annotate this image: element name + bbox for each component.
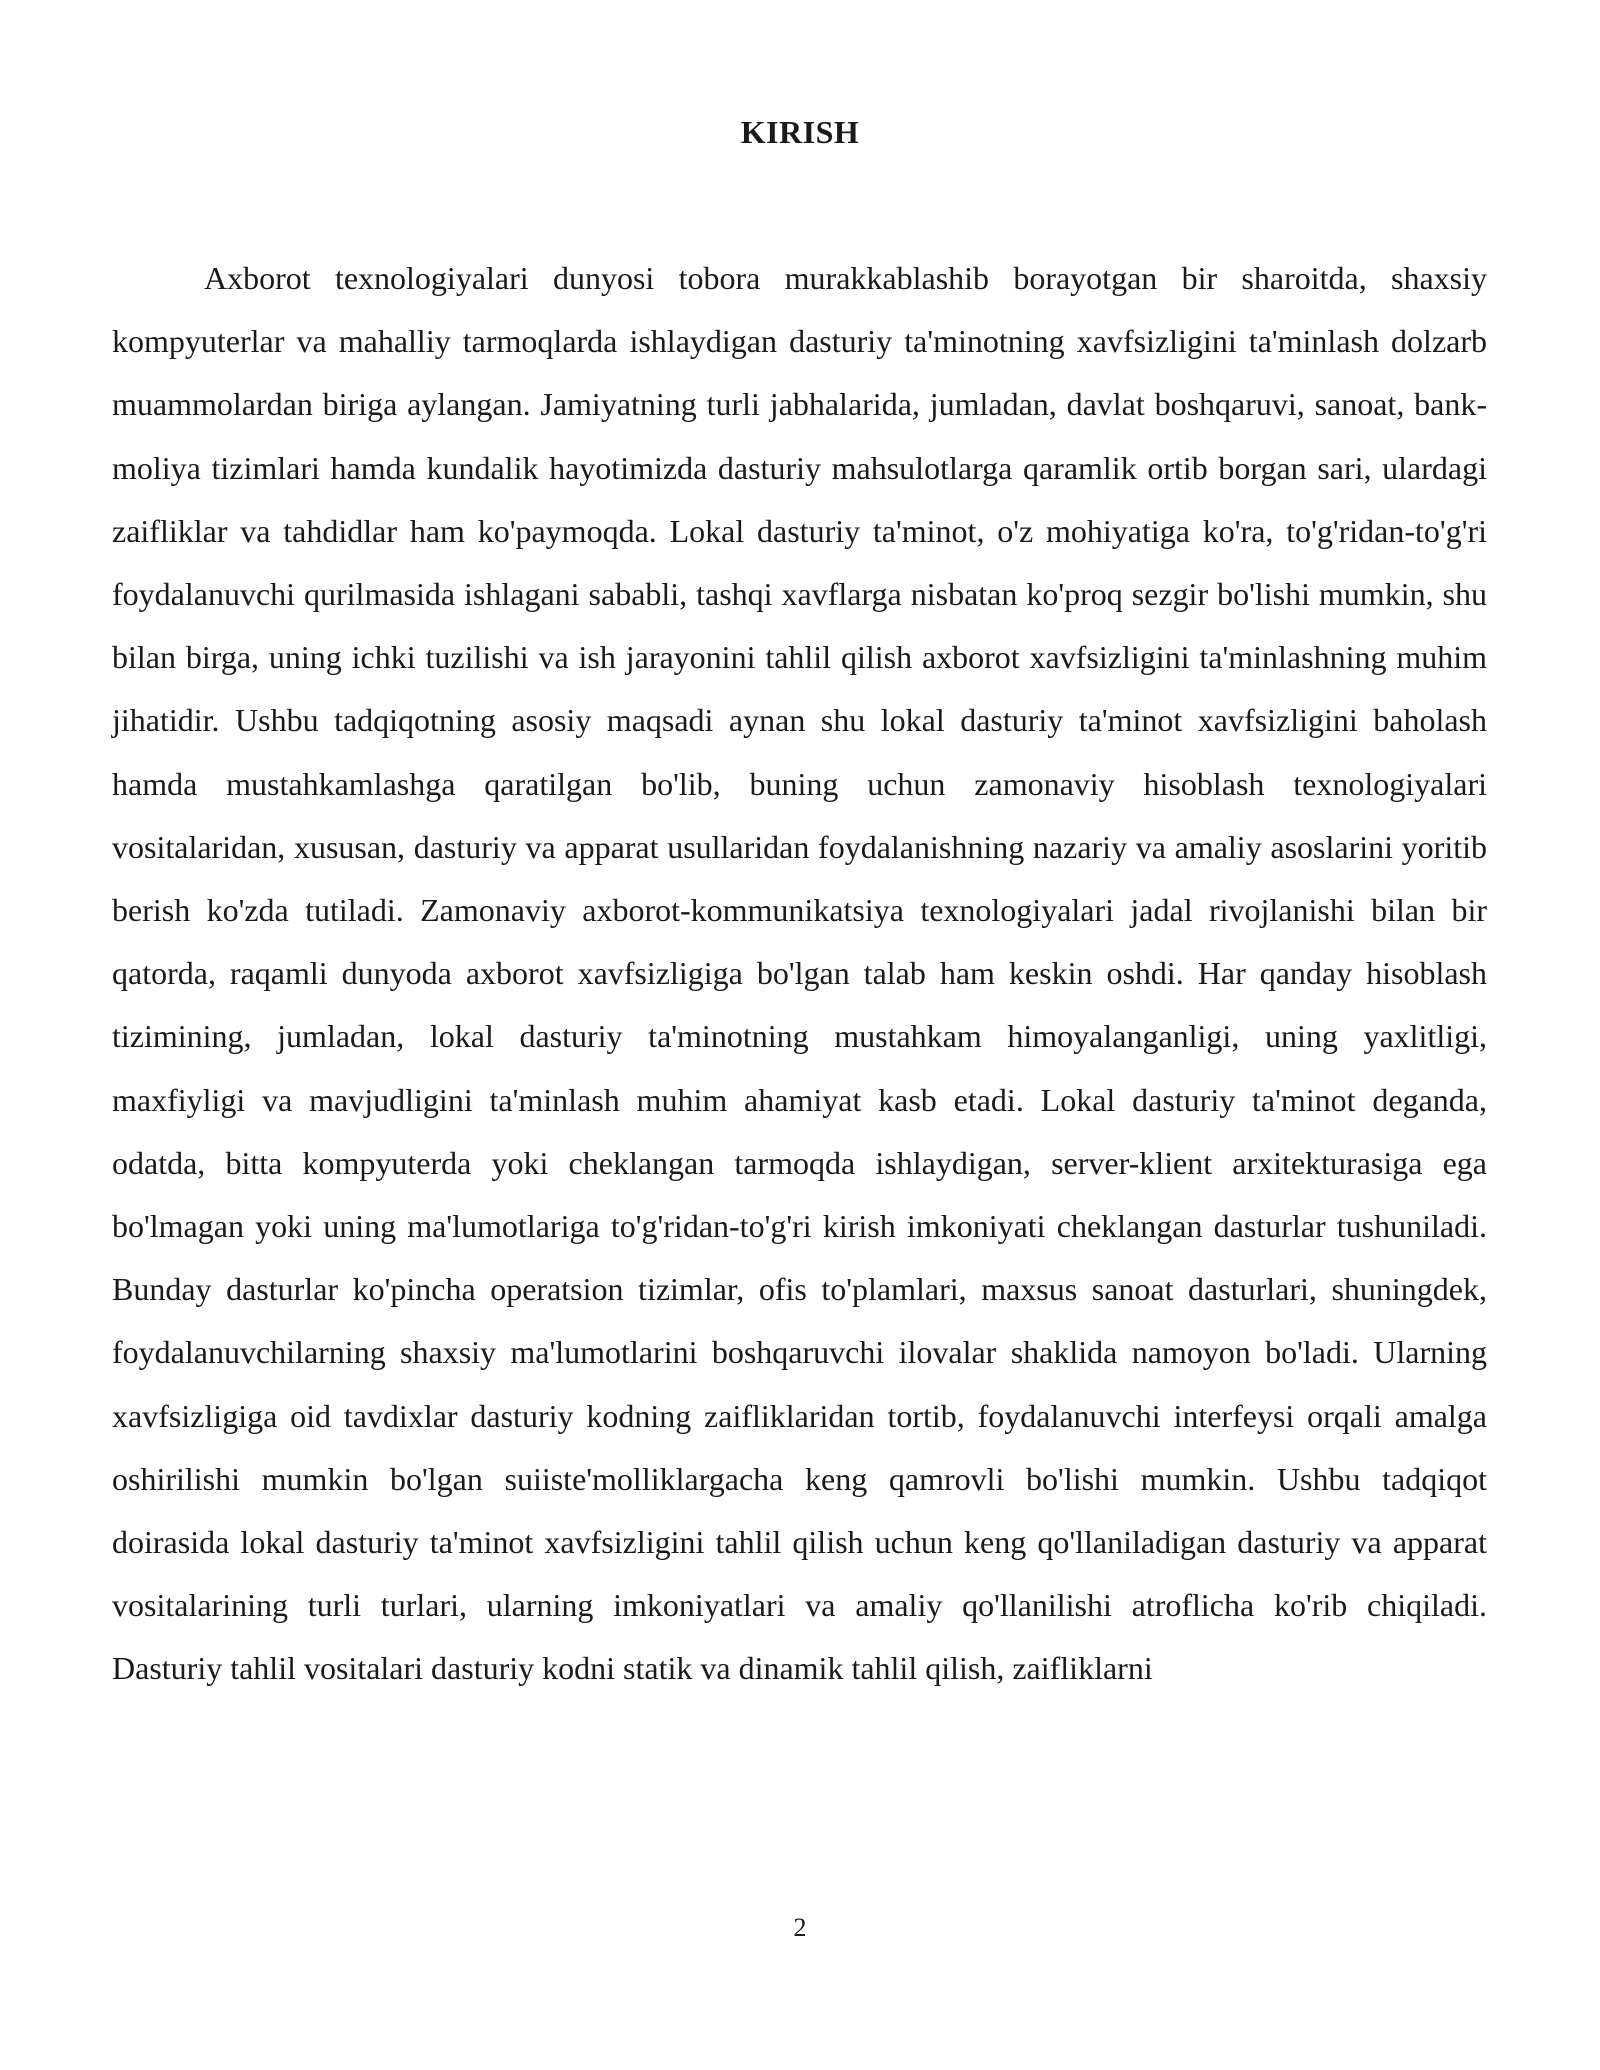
section-heading: KIRISH — [740, 114, 860, 150]
body-paragraph: Axborot texnologiyalari dunyosi tobora murakkablashib borayotgan bir sharoitda, shaxsiy kompyuterlar va mahalliy tarmoqlarda ishlaydigan dasturiy ta'minotning xavfsizligini ta'minlash dolzarb muammolardan biriga aylangan. Jamiyatning turli jabhalarida, jumladan, davlat boshqaruvi, sanoat, bank-moliya tizimlari hamda kundalik hayotimizda dasturiy mahsulotlarga qaramlik ortib borgan sari, ulardagi zaifliklar va tahdidlar ham ko'paymoqda. Lokal dasturiy ta'minot, o'z mohiyatiga ko'ra, to'g'ridan-to'g'ri foydalanuvchi qurilmasida ishlagani sababli, tashqi xavflarga nisbatan ko'proq sezgir bo'lishi mumkin, shu bilan birga, uning ichki tuzilishi va ish jarayonini tahlil qilish axborot xavfsizligini ta'minlashning muhim jihatidir. Ushbu tadqiqotning asosiy maqsadi aynan shu lokal dasturiy ta'minot xavfsizligini baholash hamda mustahkamlashga qaratilgan bo'lib, buning uchun zamonaviy hisoblash texnologiyalari vositalaridan, xususan, dasturiy va apparat usullaridan foydalanishning nazariy va amaliy asoslarini yoritib berish ko'zda tutiladi. Zamonaviy axborot-kommunikatsiya texnologiyalari jadal rivojlanishi bilan bir qatorda, raqamli dunyoda axborot xavfsizligiga bo'lgan talab ham keskin oshdi. Har qanday hisoblash tizimining, jumladan, lokal dasturiy ta'minotning mustahkam himoyalanganligi, uning yaxlitligi, maxfiyligi va mavjudligini ta'minlash muhim ahamiyat kasb etadi. Lokal dasturiy ta'minot deganda, odatda, bitta kompyuterda yoki cheklangan tarmoqda ishlaydigan, server-klient arxitekturasiga ega bo'lmagan yoki uning ma'lumotlariga to'g'ridan-to'g'ri kirish imkoniyati cheklangan dasturlar tushuniladi. Bunday dasturlar ko'pincha operatsion tizimlar, ofis to'plamlari, maxsus sanoat dasturlari, shuningdek, foydalanuvchilarning shaxsiy ma'lumotlarini boshqaruvchi ilovalar shaklida namoyon bo'ladi. Ularning xavfsizligiga oid tavdixlar dasturiy kodning zaifliklaridan tortib, foydalanuvchi interfeysi orqali amalga oshirilishi mumkin bo'lgan suiiste'molliklargacha keng qamrovli bo'lishi mumkin. Ushbu tadqiqot doirasida lokal dasturiy ta'minot xavfsizligini tahlil qilish uchun keng qo'llaniladigan dasturiy va apparat vositalarining turli turlari, ularning imkoniyatlari va amaliy qo'llanilishi atroflicha ko'rib chiqiladi. Dasturiy tahlil vositalari dasturiy kodni statik va dinamik tahlil qilish, zaifliklarni — [112, 260, 1487, 1687]
page-number: 2 — [793, 1913, 807, 1942]
